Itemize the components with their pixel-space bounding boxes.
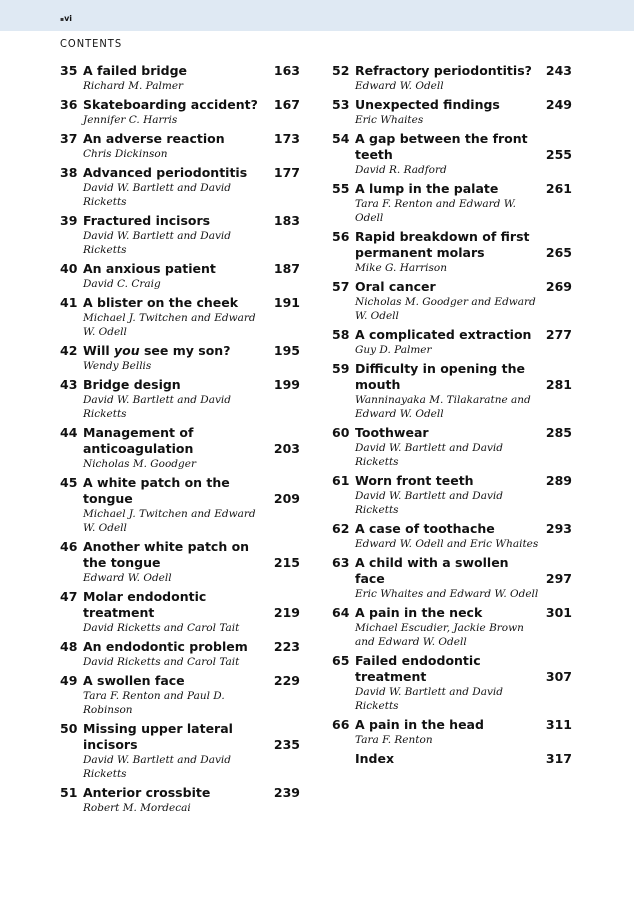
- chapter-number: 53: [332, 97, 350, 112]
- page-number-ref: 191: [273, 295, 300, 310]
- chapter-title: A case of toothache: [355, 521, 495, 536]
- chapter-title: Bridge design: [83, 377, 181, 392]
- chapter-authors: David Ricketts and Carol Tait: [83, 656, 240, 668]
- toc-entry[interactable]: [332, 751, 572, 767]
- chapter-title: An anxious patient: [83, 261, 216, 276]
- toc-entry[interactable]: [332, 327, 572, 357]
- chapter-title: A blister on the cheek: [83, 295, 239, 310]
- chapter-authors: Nicholas M. Goodger: [83, 458, 196, 470]
- chapter-authors: Wendy Bellis: [83, 360, 152, 372]
- page-number-ref: 199: [273, 377, 300, 392]
- chapter-title: Management of anticoagulation: [83, 425, 194, 456]
- page-number-ref: 307: [545, 669, 572, 684]
- chapter-authors: Michael J. Twitchen and Edward W. Odell: [83, 508, 256, 534]
- chapter-title: Missing upper lateral incisors: [83, 721, 233, 752]
- toc-entry[interactable]: [60, 213, 300, 257]
- toc-entry[interactable]: [332, 97, 572, 127]
- chapter-authors: Guy D. Palmer: [355, 344, 432, 356]
- chapter-title: Index: [355, 751, 395, 766]
- toc-entry[interactable]: [332, 425, 572, 469]
- toc-entry[interactable]: [332, 279, 572, 323]
- chapter-authors: David R. Radford: [355, 164, 447, 176]
- chapter-title: A gap between the front teeth: [355, 131, 528, 162]
- chapter-number: 64: [332, 605, 350, 620]
- toc-entry[interactable]: [60, 165, 300, 209]
- page-number-ref: 297: [545, 571, 572, 586]
- chapter-number: 46: [60, 539, 78, 554]
- chapter-authors: Edward W. Odell: [83, 572, 172, 584]
- toc-entry[interactable]: [60, 721, 300, 781]
- toc-entry[interactable]: [60, 539, 300, 585]
- chapter-authors: Richard M. Palmer: [83, 80, 184, 92]
- chapter-authors: Nicholas M. Goodger and Edward W. Odell: [355, 296, 536, 322]
- chapter-title: A pain in the head: [355, 717, 484, 732]
- toc-entry[interactable]: [332, 717, 572, 747]
- page-number-ref: 243: [545, 63, 572, 78]
- chapter-authors: Tara F. Renton and Paul D. Robinson: [83, 690, 225, 716]
- toc-entry[interactable]: [60, 97, 300, 127]
- toc-entry[interactable]: [332, 229, 572, 275]
- chapter-number: 39: [60, 213, 78, 228]
- chapter-number: 40: [60, 261, 78, 276]
- chapter-title: Failed endodontic treatment: [355, 653, 481, 684]
- chapter-title: Worn front teeth: [355, 473, 474, 488]
- chapter-number: 61: [332, 473, 350, 488]
- page-number-ref: 277: [545, 327, 572, 342]
- toc-entry[interactable]: [60, 639, 300, 669]
- chapter-authors: Wanninayaka M. Tilakaratne and Edward W. Odell: [355, 394, 531, 420]
- chapter-authors: Michael J. Twitchen and Edward W. Odell: [83, 312, 256, 338]
- toc-entry[interactable]: [60, 475, 300, 535]
- chapter-title: Toothwear: [355, 425, 429, 440]
- toc-entry[interactable]: [332, 473, 572, 517]
- chapter-number: 52: [332, 63, 350, 78]
- chapter-title: Another white patch on the tongue: [83, 539, 250, 570]
- contents-column-left: [60, 63, 300, 819]
- page-number-ref: 239: [273, 785, 300, 800]
- chapter-title: Rapid breakdown of first permanent molars: [355, 229, 530, 260]
- section-title: CONTENTS: [60, 37, 123, 50]
- page-number-ref: 219: [273, 605, 300, 620]
- page-number-ref: 229: [273, 673, 300, 688]
- chapter-authors: Mike G. Harrison: [355, 262, 447, 274]
- chapter-authors: David C. Craig: [83, 278, 161, 290]
- page-number-ref: 261: [545, 181, 572, 196]
- page-number-ref: 269: [545, 279, 572, 294]
- page-number-ref: 317: [545, 751, 572, 766]
- toc-entry[interactable]: [60, 131, 300, 161]
- chapter-authors: David Ricketts and Carol Tait: [83, 622, 240, 634]
- chapter-number: 43: [60, 377, 78, 392]
- page-number-ref: 223: [273, 639, 300, 654]
- chapter-number: 56: [332, 229, 350, 244]
- page-number-ref: 281: [545, 377, 572, 392]
- page-header-band: [0, 0, 634, 31]
- toc-entry[interactable]: [60, 785, 300, 815]
- chapter-number: 49: [60, 673, 78, 688]
- page-number-ref: 203: [273, 441, 300, 456]
- chapter-title: Difficulty in opening the mouth: [355, 361, 525, 392]
- page-number-ref: 177: [273, 165, 300, 180]
- chapter-authors: Eric Whaites and Edward W. Odell: [355, 588, 539, 600]
- chapter-title: Will you see my son?: [83, 343, 231, 358]
- toc-entry[interactable]: [60, 377, 300, 421]
- chapter-number: 59: [332, 361, 350, 376]
- toc-entry[interactable]: [332, 63, 572, 93]
- page-number-ref: 311: [545, 717, 572, 732]
- chapter-number: 62: [332, 521, 350, 536]
- toc-entry[interactable]: [332, 605, 572, 649]
- chapter-title: Advanced periodontitis: [83, 165, 248, 180]
- chapter-title: A pain in the neck: [355, 605, 483, 620]
- chapter-authors: David W. Bartlett and David Ricketts: [83, 182, 231, 208]
- chapter-number: 44: [60, 425, 78, 440]
- page-number-ref: 173: [273, 131, 300, 146]
- chapter-number: 66: [332, 717, 350, 732]
- page-number-ref: 285: [545, 425, 572, 440]
- page-number-ref: 265: [545, 245, 572, 260]
- chapter-number: 36: [60, 97, 78, 112]
- page-number-ref: 235: [273, 737, 300, 752]
- chapter-number: 51: [60, 785, 78, 800]
- chapter-number: 60: [332, 425, 350, 440]
- page-number-ref: 289: [545, 473, 572, 488]
- chapter-title: A lump in the palate: [355, 181, 499, 196]
- chapter-number: 48: [60, 639, 78, 654]
- chapter-title: A white patch on the tongue: [83, 475, 230, 506]
- chapter-title: Unexpected findings: [355, 97, 500, 112]
- chapter-title: Oral cancer: [355, 279, 436, 294]
- chapter-authors: David W. Bartlett and David Ricketts: [355, 686, 503, 712]
- toc-entry[interactable]: [60, 343, 300, 373]
- chapter-number: 65: [332, 653, 350, 668]
- toc-entry[interactable]: [332, 131, 572, 177]
- page-number-ref: 163: [273, 63, 300, 78]
- toc-entry[interactable]: [332, 521, 572, 551]
- chapter-authors: Edward W. Odell and Eric Whaites: [355, 538, 539, 550]
- chapter-title: A failed bridge: [83, 63, 188, 78]
- page-number-ref: 187: [273, 261, 300, 276]
- chapter-number: 35: [60, 63, 78, 78]
- chapter-number: 41: [60, 295, 78, 310]
- chapter-authors: Jennifer C. Harris: [83, 114, 178, 126]
- chapter-title: A child with a swollen face: [355, 555, 509, 586]
- toc-entry[interactable]: [60, 63, 300, 93]
- chapter-number: 63: [332, 555, 350, 570]
- page-number-ref: 215: [273, 555, 300, 570]
- chapter-authors: Robert M. Mordecai: [83, 802, 191, 814]
- chapter-title: Molar endodontic treatment: [83, 589, 207, 620]
- toc-entry[interactable]: [332, 653, 572, 713]
- toc-entry[interactable]: [60, 589, 300, 635]
- chapter-number: 42: [60, 343, 78, 358]
- toc-entry[interactable]: [60, 295, 300, 339]
- chapter-authors: David W. Bartlett and David Ricketts: [83, 230, 231, 256]
- toc-entry[interactable]: [332, 555, 572, 601]
- page-number: ▪ vi: [60, 14, 72, 23]
- chapter-authors: Edward W. Odell: [355, 80, 444, 92]
- chapter-authors: Tara F. Renton and Edward W. Odell: [355, 198, 517, 224]
- chapter-number: 38: [60, 165, 78, 180]
- chapter-authors: David W. Bartlett and David Ricketts: [355, 442, 503, 468]
- chapter-number: 57: [332, 279, 350, 294]
- toc-entry[interactable]: [60, 261, 300, 291]
- chapter-authors: David W. Bartlett and David Ricketts: [355, 490, 503, 516]
- chapter-title: Anterior crossbite: [83, 785, 211, 800]
- toc-entry[interactable]: [60, 673, 300, 717]
- chapter-number: 47: [60, 589, 78, 604]
- chapter-number: 58: [332, 327, 350, 342]
- chapter-authors: David W. Bartlett and David Ricketts: [83, 754, 231, 780]
- chapter-title: Skateboarding accident?: [83, 97, 258, 112]
- chapter-number: 45: [60, 475, 78, 490]
- page-number-ref: 183: [273, 213, 300, 228]
- chapter-title: An endodontic problem: [83, 639, 248, 654]
- chapter-authors: Chris Dickinson: [83, 148, 168, 160]
- page-number-ref: 293: [545, 521, 572, 536]
- page-number-ref: 209: [273, 491, 300, 506]
- page-number-ref: 301: [545, 605, 572, 620]
- chapter-title: A complicated extraction: [355, 327, 532, 342]
- chapter-number: 55: [332, 181, 350, 196]
- chapter-title: An adverse reaction: [83, 131, 225, 146]
- chapter-authors: Michael Escudier, Jackie Brown and Edward W. Odell: [355, 622, 524, 648]
- chapter-title: Fractured incisors: [83, 213, 211, 228]
- chapter-authors: Eric Whaites: [355, 114, 424, 126]
- toc-entry[interactable]: [332, 361, 572, 421]
- chapter-title: Refractory periodontitis?: [355, 63, 532, 78]
- page-number-ref: 255: [545, 147, 572, 162]
- chapter-authors: Tara F. Renton: [355, 734, 433, 746]
- chapter-number: 50: [60, 721, 78, 736]
- chapter-number: 37: [60, 131, 78, 146]
- page-number-ref: 167: [273, 97, 300, 112]
- chapter-authors: David W. Bartlett and David Ricketts: [83, 394, 231, 420]
- page-number-ref: 249: [545, 97, 572, 112]
- contents-column-right: [332, 63, 572, 771]
- toc-entry[interactable]: [60, 425, 300, 471]
- chapter-title: A swollen face: [83, 673, 185, 688]
- toc-entry[interactable]: [332, 181, 572, 225]
- chapter-number: 54: [332, 131, 350, 146]
- page-number-ref: 195: [273, 343, 300, 358]
